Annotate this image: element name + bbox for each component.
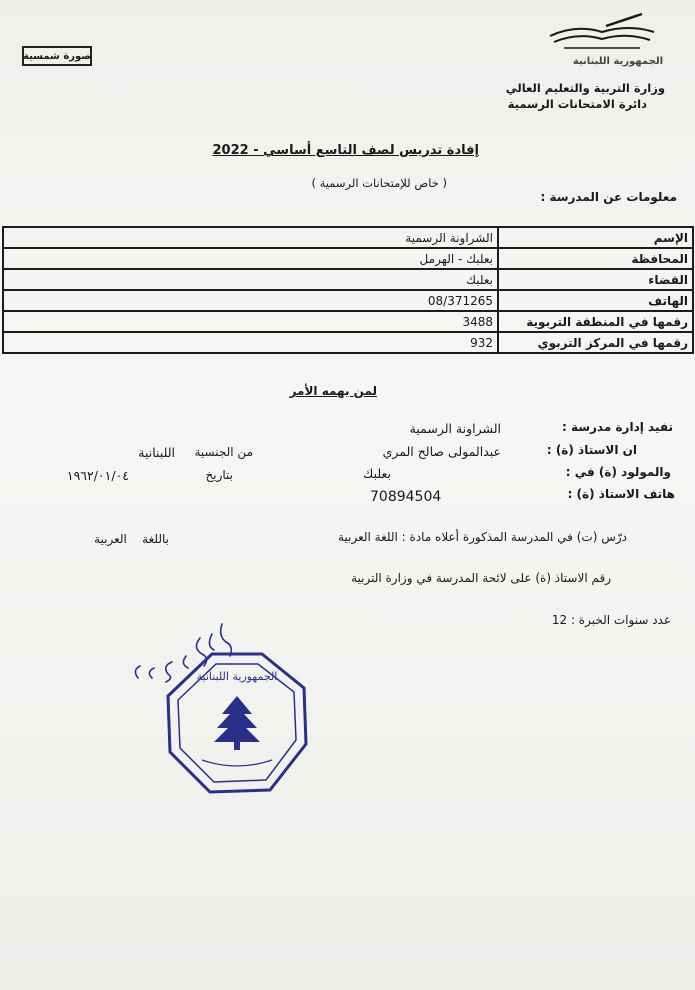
ministry-label: وزارة التربية والتعليم العالي xyxy=(505,81,665,95)
row-label-region-number: رقمها في المنطقة التربوية xyxy=(498,311,693,332)
nationality-value: اللبنانية xyxy=(138,445,175,460)
title-note: ( خاص للإمتحانات الرسمية ) xyxy=(311,176,447,190)
cedar-icon xyxy=(214,696,260,750)
teacher-value: عبدالمولى صالح المري xyxy=(382,444,501,459)
certificate-title xyxy=(213,143,480,158)
school-info-heading: معلومات عن المدرسة : xyxy=(540,190,677,204)
school-admin-label: تفيد إدارة مدرسة : xyxy=(561,420,673,434)
table-row xyxy=(3,290,693,311)
teacher-label: ان الاستاذ (ة) : xyxy=(546,443,637,457)
photo-placeholder-box xyxy=(22,46,92,66)
language-line xyxy=(94,532,169,546)
experience-line xyxy=(552,613,671,627)
experience-label: عدد سنوات الخبرة : xyxy=(570,613,671,627)
table-row xyxy=(3,332,693,353)
school-admin-value: الشراونة الرسمية xyxy=(409,421,501,436)
row-value-phone: 08/371265 xyxy=(3,290,498,311)
taught-sentence xyxy=(338,530,627,544)
ministry-logo-icon xyxy=(546,10,658,56)
title-year: 2022 xyxy=(212,143,249,158)
row-value-governorate: بعلبك - الهرمل xyxy=(3,248,498,269)
teacher-phone-value: 70894504 xyxy=(370,489,442,505)
experience-value: 12 xyxy=(551,613,568,627)
row-value-district: بعلبك xyxy=(3,269,498,290)
official-stamp xyxy=(162,648,312,798)
row-label-governorate: المحافظة xyxy=(498,248,693,269)
row-label-district: القضاء xyxy=(498,269,693,290)
to-whom-heading: لمن يهمه الأمر xyxy=(289,384,377,398)
row-label-phone: الهاتف xyxy=(498,290,693,311)
department-label: دائرة الامتحانات الرسمية xyxy=(507,97,647,111)
table-row xyxy=(3,311,693,332)
row-label-center-number: رقمها في المركز التربوي xyxy=(498,332,693,353)
row-value-center-number: 932 xyxy=(3,332,498,353)
table-row xyxy=(3,269,693,290)
born-value: بعلبك xyxy=(363,466,391,481)
table-row xyxy=(3,248,693,269)
registry-text: رقم الاستاذ (ة) على لائحة المدرسة في وزارة التربية xyxy=(351,571,611,585)
photo-label: صورة شمسية xyxy=(23,50,91,62)
subject-value: اللغة العربية xyxy=(338,530,398,544)
row-label-name: الإسم xyxy=(498,227,693,248)
language-value: العربية xyxy=(94,532,127,546)
stamp-ring-text: الجمهورية اللبنانية xyxy=(196,670,278,683)
date-label: بتاريخ xyxy=(205,468,233,482)
date-value: ١٩٦٢/٠١/٠٤ xyxy=(66,468,129,483)
school-info-table xyxy=(2,226,694,354)
republic-label: الجمهورية اللبنانية xyxy=(572,56,663,67)
teacher-phone-label: هاتف الاستاذ (ة) : xyxy=(567,487,675,501)
row-value-region-number: 3488 xyxy=(3,311,498,332)
table-row xyxy=(3,227,693,248)
taught-text: درّس (ت) في المدرسة المذكورة أعلاه مادة : xyxy=(401,530,627,544)
row-value-name: الشراونة الرسمية xyxy=(3,227,498,248)
nationality-label: من الجنسية xyxy=(194,445,253,459)
title-main: إفادة تدريس لصف التاسع أساسي - xyxy=(253,143,479,158)
born-label: والمولود (ة) في : xyxy=(565,465,671,479)
language-label: باللغة xyxy=(142,532,169,546)
